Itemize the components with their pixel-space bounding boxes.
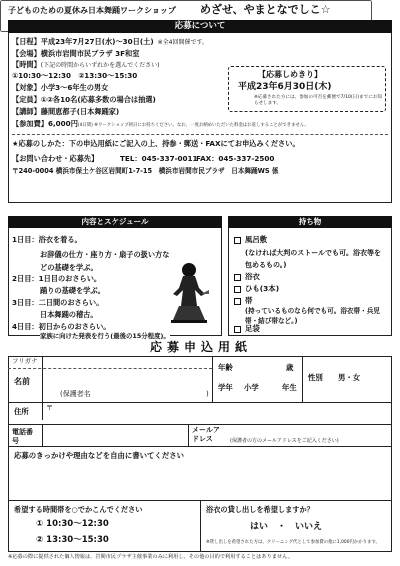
apply-method-row (12, 140, 300, 148)
address-label: 住所 (14, 407, 29, 416)
target-label: 【対象】 (12, 83, 41, 92)
time-label: 【時間】 (12, 60, 41, 69)
schedule-day-2 (12, 275, 101, 283)
email-label: メールアドレス (192, 426, 220, 443)
name-input[interactable] (46, 372, 206, 386)
grade-input[interactable] (262, 382, 278, 394)
grade-label: 学年 (218, 383, 233, 392)
apply-method-value: 下の申込用紙にご記入の上、持参・郵送・FAXにてお申込みください。 (68, 139, 300, 148)
teacher-row (12, 108, 119, 116)
belonging-item-1: 風呂敷 (245, 235, 268, 244)
form-divider (302, 356, 303, 402)
age-label: 年齢 (218, 363, 233, 372)
deadline-note: ※応募された方には、参加の可否を郵便で7/10(日)までにお知らせします。 (254, 95, 383, 106)
schedule-day-2-line-2: 踊りの基礎を学ぶ。 (40, 286, 105, 295)
schedule-day-3 (12, 299, 103, 307)
checkbox-icon[interactable] (234, 237, 241, 244)
checkbox-icon[interactable] (234, 326, 241, 333)
fee-label: 【参加費】 (12, 120, 48, 128)
belongings-bar: 持ち物 (228, 216, 392, 228)
form-divider (212, 356, 213, 402)
form-divider (8, 424, 392, 425)
contact-label: 【お問い合わせ・応募先】 (12, 154, 99, 163)
schedule-day-3-line-1: 二日間のおさらい。 (38, 298, 104, 307)
email-input[interactable] (230, 427, 386, 438)
teacher-value: 藤間恵都子(日本舞踊家) (40, 107, 120, 116)
schedule-day-1-label: 1日目： (12, 235, 39, 244)
fee-value: 6,000円 (47, 120, 78, 128)
belonging-item-4-note: (持っているものなら何でも可。浴衣帯・兵児帯・結び帯など。) (245, 307, 380, 325)
schedule-day-1-line-2: お辞儀の仕方・座り方・扇子の扱い方などの基礎を学ぶ。 (40, 250, 170, 272)
guardian-input[interactable] (104, 389, 200, 399)
belonging-item-4: 帯 (245, 296, 253, 305)
dancer-illustration (165, 260, 213, 326)
phone-label: 電話番号 (12, 428, 33, 445)
schedule-day-4-line-1: 初日からのおさらい。 (38, 322, 111, 331)
gender-label: 性別 (308, 373, 323, 382)
header-small-title: 子どものための夏休み日本舞踊ワークショップ (8, 6, 176, 15)
guardian-label: (保護者名 (60, 390, 91, 398)
time-options: ①10:30～12:30 ②13:30～15:30 (12, 71, 138, 80)
belonging-item-5: 足袋 (245, 324, 260, 333)
schedule-bar: 内容とスケジュール (8, 216, 222, 228)
header-main-title: めざせ、やまとなでしこ☆ (200, 3, 331, 16)
yukata-question: 浴衣の貸し出しを希望しますか？ (206, 505, 314, 514)
belonging-item-2: 浴衣 (245, 272, 260, 281)
schedule-day-4 (12, 323, 110, 331)
application-about-box (8, 33, 392, 203)
checkbox-icon[interactable] (234, 298, 241, 305)
divider (12, 134, 388, 135)
capacity-label: 【定員】 (12, 95, 41, 104)
checkbox-icon[interactable] (234, 274, 241, 281)
form-divider (8, 402, 392, 403)
form-title: 応募申込用紙 (150, 340, 253, 354)
form-divider (42, 424, 43, 446)
age-input[interactable] (238, 362, 278, 374)
form-col-divider (42, 356, 43, 420)
date-row (12, 38, 208, 47)
schedule-day-3-label: 3日目： (12, 298, 39, 307)
schedule-day-2-line-1: 1日目のおさらい。 (38, 274, 102, 283)
application-about-bar: 応募について (8, 20, 392, 33)
email-note: (保護者の方のメールアドレスをご記入ください) (230, 438, 339, 444)
time-note: (下記の時間からいずれかを選んでください) (40, 62, 160, 69)
time-option-2[interactable]: ② 13:30～15:30 (36, 535, 109, 545)
belonging-item-3: ひも(3本) (245, 284, 280, 293)
deadline-value: 平成23年6月30日(木) (238, 82, 332, 92)
address-input[interactable] (46, 412, 386, 422)
furigana-label: フリガナ (12, 357, 38, 365)
furigana-divider (8, 368, 212, 369)
capacity-value: ①②各10名(応募多数の場合は抽選) (40, 95, 156, 104)
form-divider (188, 424, 189, 446)
age-unit: 歳 (286, 363, 294, 372)
capacity-row (12, 96, 156, 104)
date-value: 平成23年7月27日(水)～30日(土) (40, 37, 154, 46)
contact-tel: TEL：045-337-0011 (120, 154, 198, 163)
schedule-day-1-line-1: 浴衣を着る。 (38, 235, 82, 244)
yukata-options[interactable]: はい ・ いいえ (250, 522, 323, 532)
yukata-note: ※貸し出しを希望された方は、クリーニング代として参加費の他に1,000円かかります。 (206, 540, 380, 545)
grade-unit: 年生 (282, 383, 297, 392)
belonging-item-1-note: (なければ大判のストールでも可。浴衣等を包めるもの。) (245, 249, 382, 269)
name-label: 名前 (14, 377, 30, 386)
target-row (12, 84, 108, 92)
grade-school: 小学 (244, 383, 259, 392)
form-divider (200, 500, 201, 552)
contact-address: 〒240-0004 横浜市保土ケ谷区岩間町1-7-15 横浜市岩間市民プラザ 日本舞踊WS 係 (12, 167, 279, 175)
form-divider (8, 446, 392, 447)
gender-options[interactable]: 男・女 (338, 373, 361, 382)
time-row (12, 61, 159, 70)
apply-method-label: ★応募のしかた： (12, 139, 69, 148)
schedule-day-2-label: 2日目： (12, 274, 39, 283)
furigana-input[interactable] (46, 358, 206, 368)
fee-note: (4日間) ※ワークショップ初日にお持ちください。なお、一度お納めいただいた料金はお返しすることができません。 (77, 123, 309, 128)
preferred-time-label: 希望する時間帯を○でかこんでください (14, 505, 143, 514)
time-option-1[interactable]: ① 10:30～12:30 (36, 519, 109, 529)
schedule-day-1 (12, 236, 82, 244)
date-label: 【日程】 (12, 37, 41, 46)
postal-mark: 〒 (46, 404, 53, 412)
teacher-label: 【講師】 (12, 107, 41, 116)
schedule-day-3-line-2: 日本舞踊の稽古。 (40, 310, 98, 319)
schedule-day-4-line-2: 家族に向けた発表を行う(最後の15分程度)。 (40, 332, 170, 340)
venue-value: 横浜市岩間市民プラザ 3F和室 (40, 49, 140, 58)
date-note: ※全4回開催です。 (157, 39, 208, 46)
venue-label: 【会場】 (12, 49, 41, 58)
venue-row (12, 50, 139, 58)
contact-fax: FAX：045-337-2500 (196, 154, 275, 163)
footer-note: ※応募の際に提供された個人情報は、岩間市民プラザ主催事業のみに利用し、その他の目的で利用することはありません。 (8, 554, 293, 560)
reason-label: 応募のきっかけや理由などを自由に書いてください (14, 451, 184, 460)
deadline-title: 【応募しめきり】 (258, 70, 322, 79)
phone-input[interactable] (46, 430, 186, 442)
schedule-day-4-label: 4日目： (12, 322, 39, 331)
guardian-close: ) (206, 390, 209, 398)
checkbox-icon[interactable] (234, 286, 241, 293)
fee-row (12, 120, 388, 128)
target-value: 小学3～6年生の男女 (40, 83, 109, 92)
